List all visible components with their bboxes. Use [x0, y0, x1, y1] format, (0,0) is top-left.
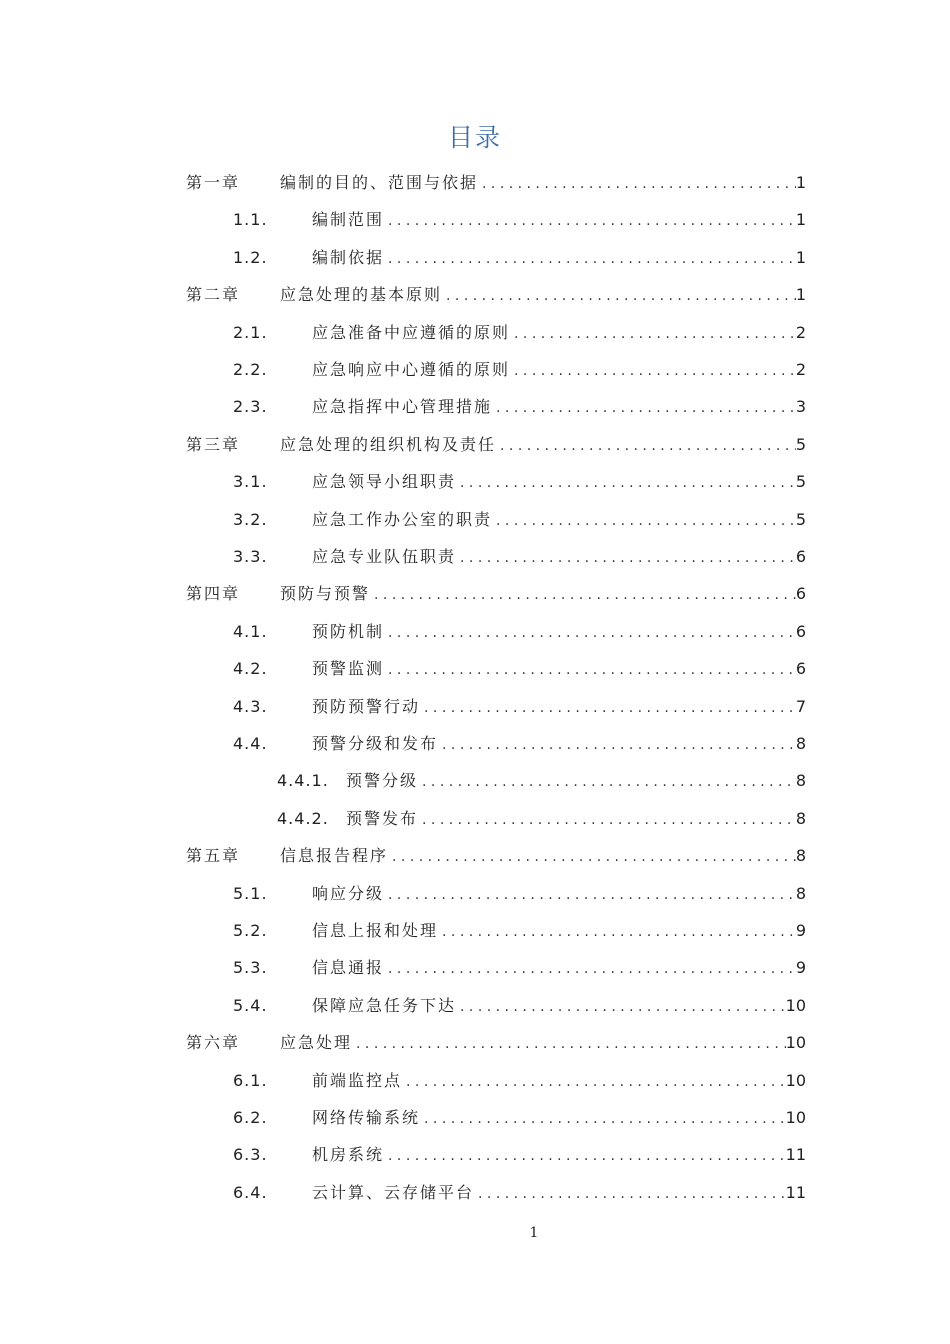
toc-entry-label: 保障应急任务下达	[312, 996, 457, 1015]
toc-entry-line	[346, 766, 806, 797]
toc-entry-page: 2	[795, 360, 806, 379]
toc-entry-page: 7	[795, 697, 806, 716]
toc-entry-number: 4.4.1.	[277, 771, 329, 790]
dot-leader	[458, 992, 786, 1022]
toc-entry[interactable]	[0, 617, 950, 647]
toc-entry-number: 6.2.	[233, 1108, 268, 1127]
toc-entry-line	[312, 205, 806, 236]
toc-entry-label: 应急处理	[280, 1033, 353, 1052]
toc-entry-number: 第五章	[186, 846, 241, 865]
dot-leader	[372, 580, 796, 610]
dot-leader	[440, 917, 796, 947]
dot-leader	[386, 880, 796, 910]
toc-entry[interactable]	[0, 355, 950, 385]
toc-entry-label: 响应分级	[312, 884, 385, 903]
toc-entry-label: 信息上报和处理	[312, 921, 439, 940]
toc-entry-number: 2.1.	[233, 323, 268, 342]
toc-entry[interactable]	[0, 430, 950, 460]
toc-entry-label: 机房系统	[312, 1145, 385, 1164]
toc-entry-label: 前端监控点	[312, 1071, 403, 1090]
toc-entry-page: 8	[795, 846, 806, 865]
toc-entry-line	[280, 841, 806, 872]
toc-entry-label: 应急处理的组织机构及责任	[280, 435, 497, 454]
toc-entry-number: 4.4.	[233, 734, 268, 753]
toc-entry[interactable]	[0, 505, 950, 535]
toc-entry-label: 应急专业队伍职责	[312, 547, 457, 566]
toc-entry[interactable]	[0, 280, 950, 310]
toc-entry-page: 10	[785, 1033, 806, 1052]
toc-entry-number: 5.1.	[233, 884, 268, 903]
dot-leader	[422, 693, 796, 723]
toc-entry[interactable]	[0, 1103, 950, 1133]
toc-entry-line	[312, 542, 806, 573]
toc-entry-page: 10	[785, 1108, 806, 1127]
toc-entry-line	[280, 430, 806, 461]
toc-entry[interactable]	[0, 542, 950, 572]
toc-entry-page: 6	[795, 622, 806, 641]
toc-entry-number: 3.2.	[233, 510, 268, 529]
toc-entry-line	[312, 617, 806, 648]
toc-entry[interactable]	[0, 654, 950, 684]
toc-entry-page: 9	[795, 958, 806, 977]
toc-entry-page: 1	[795, 173, 806, 192]
toc-entry-label: 预警监测	[312, 659, 385, 678]
dot-leader	[440, 730, 796, 760]
dot-leader	[458, 468, 796, 498]
dot-leader	[386, 618, 796, 648]
toc-entry-number: 6.4.	[233, 1183, 268, 1202]
toc-entry-page: 1	[795, 248, 806, 267]
toc-entry-page: 8	[795, 809, 806, 828]
toc-entry-label: 应急指挥中心管理措施	[312, 397, 493, 416]
toc-entry-line	[312, 916, 806, 947]
toc-entry-line	[312, 392, 806, 423]
toc-entry-page: 9	[795, 921, 806, 940]
toc-entry-line	[312, 991, 806, 1022]
toc-entry[interactable]	[0, 953, 950, 983]
dot-leader	[512, 319, 796, 349]
toc-entry-number: 4.1.	[233, 622, 268, 641]
toc-entry-page: 8	[795, 884, 806, 903]
toc-entry-label: 编制范围	[312, 210, 385, 229]
toc-entry-number: 第六章	[186, 1033, 241, 1052]
toc-entry-label: 应急处理的基本原则	[280, 285, 443, 304]
dot-leader	[494, 393, 796, 423]
toc-entry-line	[312, 355, 806, 386]
toc-entry[interactable]	[0, 579, 950, 609]
toc-entry-page: 1	[795, 210, 806, 229]
toc-entry-number: 3.3.	[233, 547, 268, 566]
dot-leader	[420, 767, 796, 797]
dot-leader	[404, 1067, 786, 1097]
toc-entry-label: 预警发布	[346, 809, 419, 828]
toc-entry[interactable]	[0, 1140, 950, 1170]
toc-entry-line	[312, 1066, 806, 1097]
toc-entry-line	[312, 1103, 806, 1134]
toc-entry[interactable]	[0, 729, 950, 759]
toc-entry[interactable]	[0, 766, 950, 796]
dot-leader	[494, 506, 796, 536]
toc-entry-page: 8	[795, 771, 806, 790]
toc-entry-line	[280, 280, 806, 311]
dot-leader	[386, 655, 796, 685]
toc-entry-number: 第一章	[186, 173, 241, 192]
toc-entry-number: 6.3.	[233, 1145, 268, 1164]
toc-entry-number: 5.2.	[233, 921, 268, 940]
toc-entry[interactable]	[0, 841, 950, 871]
toc-entry-label: 预防预警行动	[312, 697, 421, 716]
dot-leader	[480, 169, 796, 199]
dot-leader	[386, 954, 796, 984]
toc-entry-label: 预防机制	[312, 622, 385, 641]
toc-entry-page: 8	[795, 734, 806, 753]
toc-entry-label: 编制的目的、范围与依据	[280, 173, 479, 192]
toc-entry[interactable]	[0, 1066, 950, 1096]
toc-entry-number: 第二章	[186, 285, 241, 304]
toc-entry-number: 4.3.	[233, 697, 268, 716]
toc-entry-label: 编制依据	[312, 248, 385, 267]
toc-entry[interactable]	[0, 916, 950, 946]
dot-leader	[476, 1179, 786, 1209]
dot-leader	[498, 431, 796, 461]
toc-entry-number: 第四章	[186, 584, 241, 603]
toc-entry[interactable]	[0, 205, 950, 235]
toc-entry-number: 第三章	[186, 435, 241, 454]
toc-entry[interactable]	[0, 467, 950, 497]
toc-entry-page: 5	[795, 472, 806, 491]
toc-entry-line	[280, 1028, 806, 1059]
toc-entry[interactable]	[0, 392, 950, 422]
toc-entry-line	[312, 692, 806, 723]
toc-entry-label: 应急领导小组职责	[312, 472, 457, 491]
toc-entry-line	[312, 505, 806, 536]
dot-leader	[458, 543, 796, 573]
toc-entry-number: 5.3.	[233, 958, 268, 977]
toc-entry[interactable]	[0, 318, 950, 348]
toc-entry-page: 11	[785, 1145, 806, 1164]
toc-entry[interactable]	[0, 168, 950, 198]
toc-entry-number: 5.4.	[233, 996, 268, 1015]
toc-entry[interactable]	[0, 1178, 950, 1208]
toc-entry-line	[280, 168, 806, 199]
toc-entry-number: 4.4.2.	[277, 809, 329, 828]
toc-entry-label: 预警分级和发布	[312, 734, 439, 753]
dot-leader	[386, 206, 796, 236]
toc-entry[interactable]	[0, 1028, 950, 1058]
toc-entry[interactable]	[0, 804, 950, 834]
toc-entry-number: 6.1.	[233, 1071, 268, 1090]
dot-leader	[420, 805, 796, 835]
toc-entry-page: 10	[785, 1071, 806, 1090]
toc-entry-line	[312, 467, 806, 498]
toc-entry-line	[312, 1178, 806, 1209]
page-title: 目录	[447, 123, 502, 152]
toc-entry-page: 5	[795, 510, 806, 529]
toc-entry-label: 网络传输系统	[312, 1108, 421, 1127]
page-number: 1	[529, 1225, 539, 1241]
dot-leader	[354, 1029, 786, 1059]
toc-entry-label: 应急响应中心遵循的原则	[312, 360, 511, 379]
toc-entry-line	[312, 879, 806, 910]
toc-entry-page: 6	[795, 547, 806, 566]
toc-entry-number: 3.1.	[233, 472, 268, 491]
toc-entry-page: 11	[785, 1183, 806, 1202]
dot-leader	[512, 356, 796, 386]
toc-entry-page: 6	[795, 584, 806, 603]
toc-entry-page: 1	[795, 285, 806, 304]
dot-leader	[444, 281, 796, 311]
toc-entry-line	[312, 729, 806, 760]
dot-leader	[386, 244, 796, 274]
toc-entry[interactable]	[0, 692, 950, 722]
toc-entry-label: 应急工作办公室的职责	[312, 510, 493, 529]
dot-leader	[390, 842, 796, 872]
toc-entry-label: 预警分级	[346, 771, 419, 790]
toc-entry-page: 2	[795, 323, 806, 342]
toc-entry-page: 6	[795, 659, 806, 678]
toc-entry-page: 3	[795, 397, 806, 416]
toc-entry[interactable]	[0, 243, 950, 273]
toc-entry-line	[312, 243, 806, 274]
dot-leader	[386, 1141, 786, 1171]
toc-entry-page: 10	[785, 996, 806, 1015]
toc-entry-line	[312, 953, 806, 984]
toc-entry[interactable]	[0, 991, 950, 1021]
toc-entry-page: 5	[795, 435, 806, 454]
toc-entry-label: 云计算、云存储平台	[312, 1183, 475, 1202]
toc-entry-label: 信息报告程序	[280, 846, 389, 865]
toc-entry-number: 2.2.	[233, 360, 268, 379]
toc-entry-line	[346, 804, 806, 835]
toc-entry-label: 信息通报	[312, 958, 385, 977]
toc-entry-label: 应急准备中应遵循的原则	[312, 323, 511, 342]
toc-entry-number: 2.3.	[233, 397, 268, 416]
toc-entry-line	[280, 579, 806, 610]
toc-entry-line	[312, 318, 806, 349]
toc-entry-line	[312, 1140, 806, 1171]
toc-entry-number: 4.2.	[233, 659, 268, 678]
toc-entry-line	[312, 654, 806, 685]
toc-entry-number: 1.2.	[233, 248, 268, 267]
toc-entry-label: 预防与预警	[280, 584, 371, 603]
toc-entry[interactable]	[0, 879, 950, 909]
toc-entry-number: 1.1.	[233, 210, 268, 229]
dot-leader	[422, 1104, 786, 1134]
